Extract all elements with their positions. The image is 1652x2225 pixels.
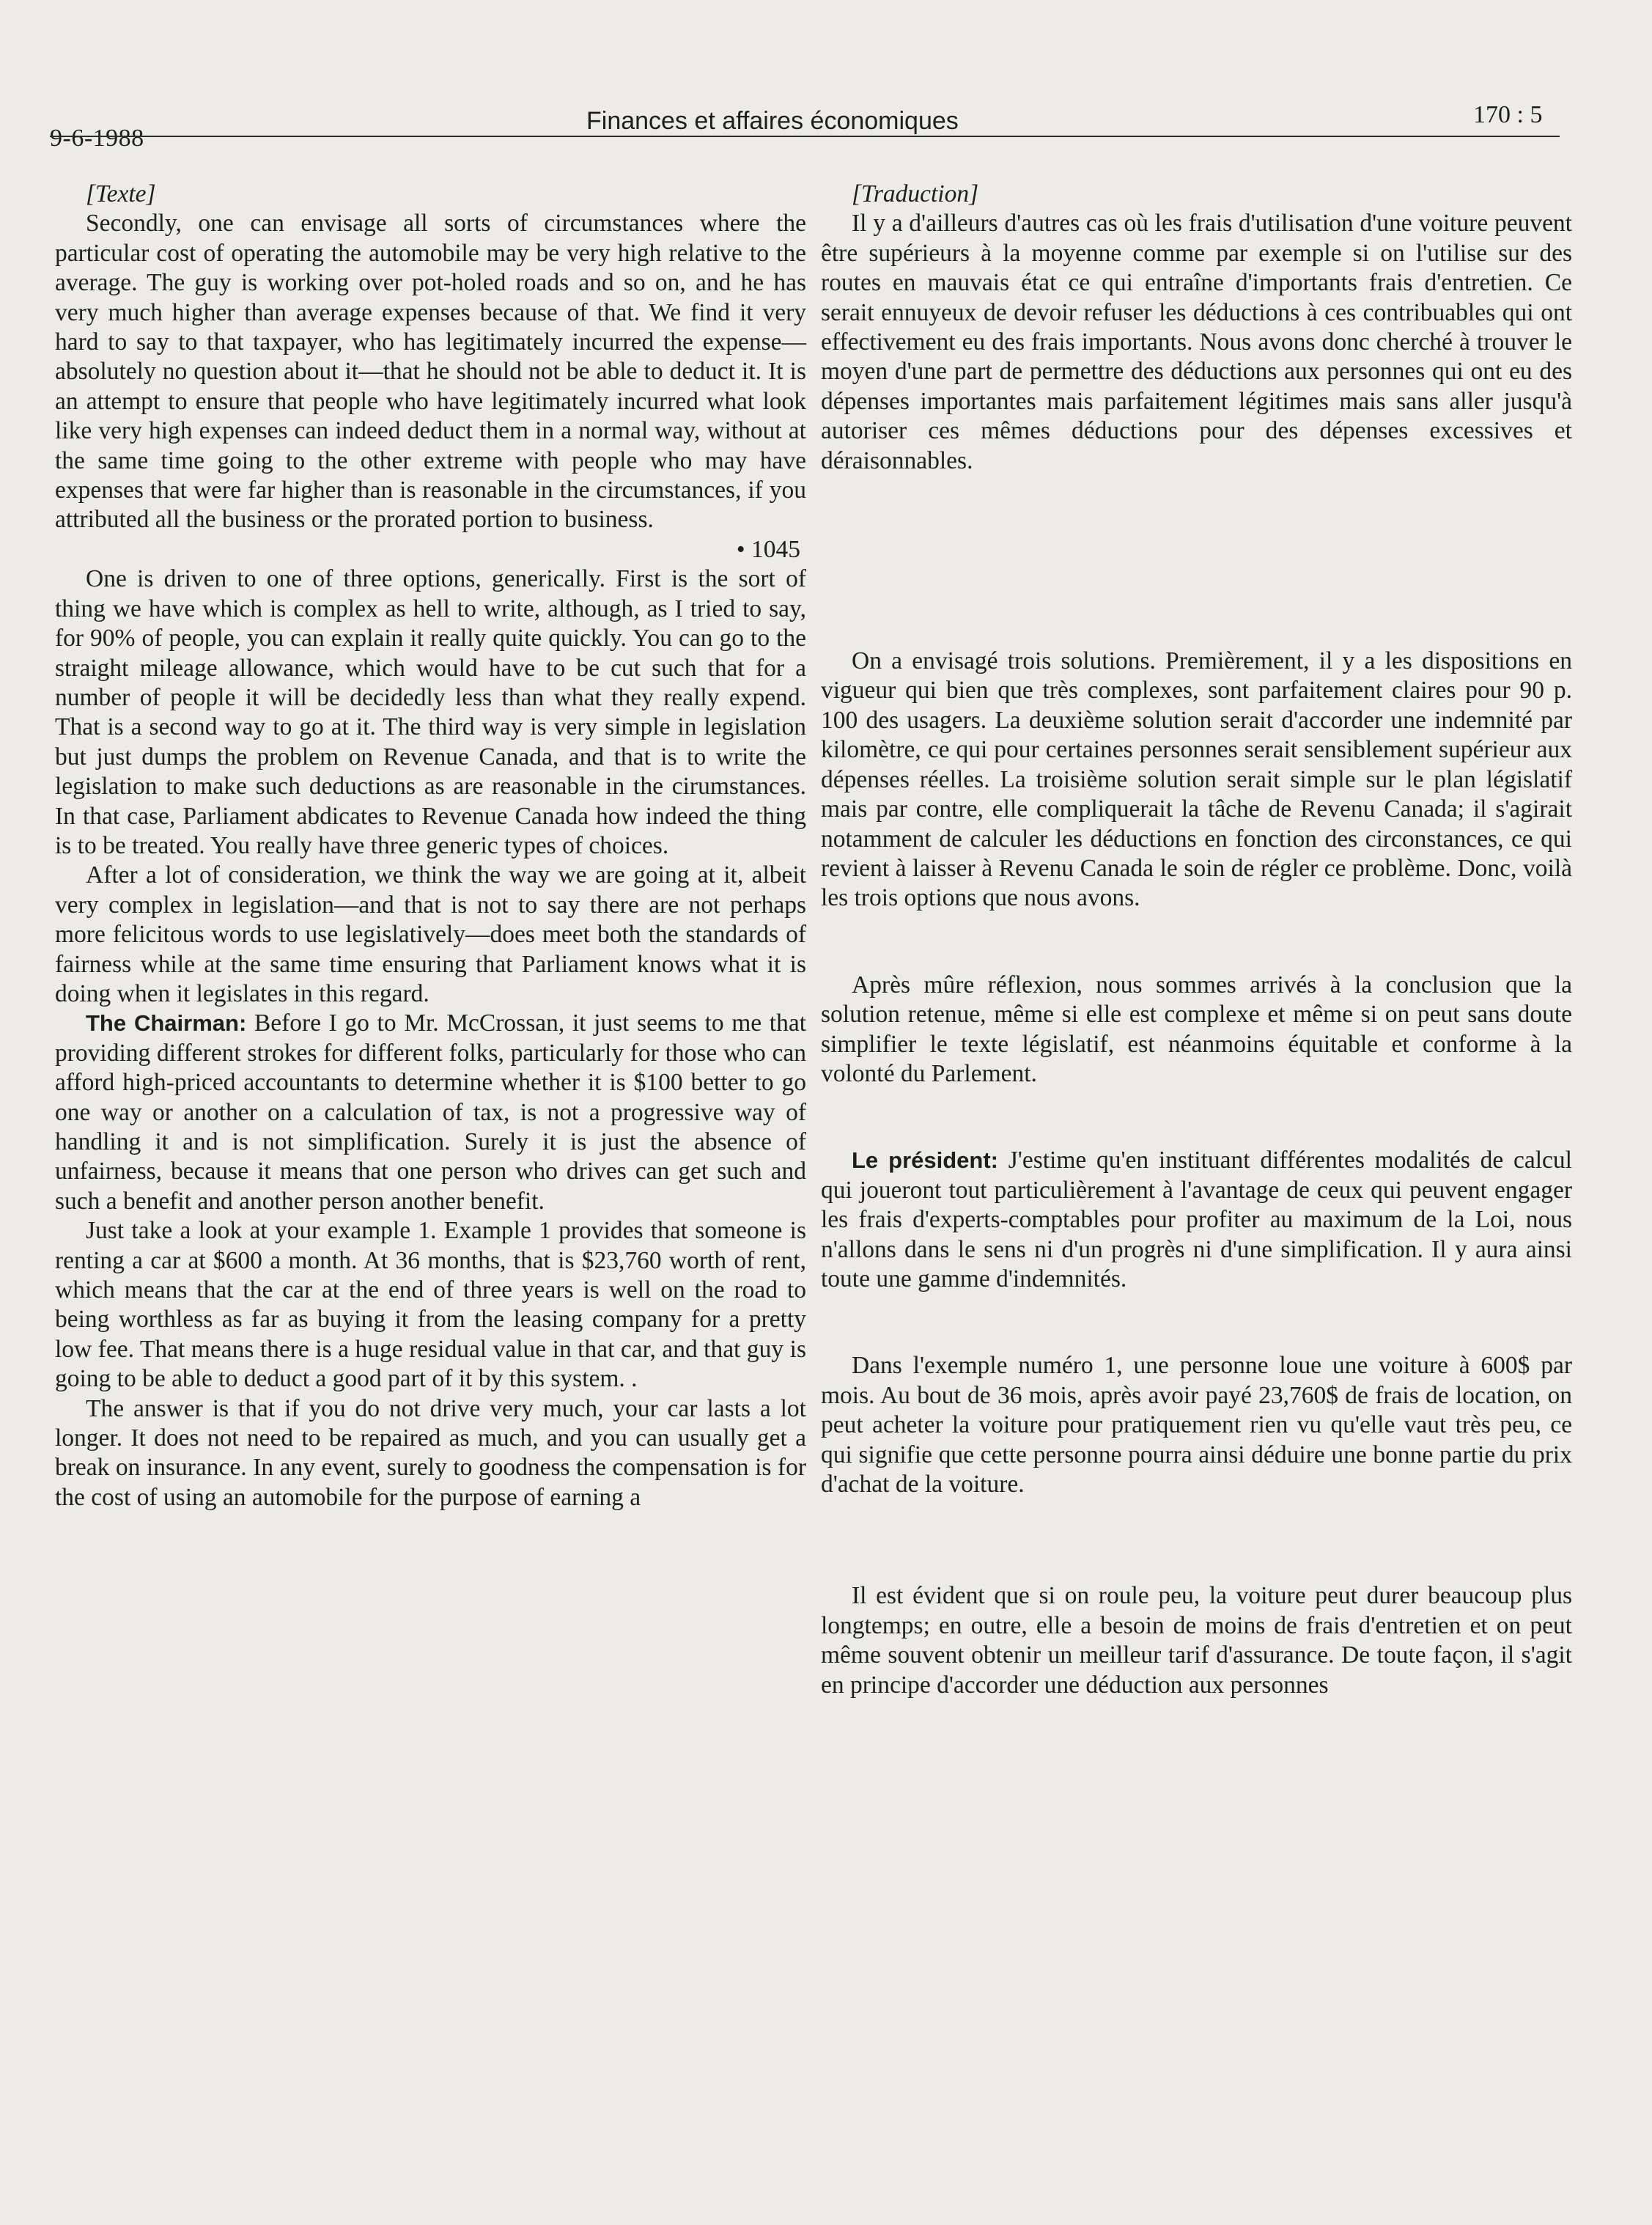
right-paragraph-4 bbox=[821, 1146, 1572, 1294]
left-paragraph-1: Secondly, one can envisage all sorts of circumstances where the particular cost of operating the automobile may be very high relative to the average. The guy is working over pot-holed roads and so on, and he has very much higher than average expenses because of that. We find it very hard to say to that taxpayer, who has legitimately incurred the expense—absolutely no question about it—that he should not be able to deduct it. It is an attempt to ensure that people who have legitimately incurred what look like very high expenses can indeed deduct them in a normal way, without at the same time going to the other extreme with people who may have expenses that were far higher than is reasonable in the circumstances, if you attributed all the business or the prorated portion to business. bbox=[55, 210, 806, 534]
right-paragraph-1: Il y a d'ailleurs d'autres cas où les frais d'utilisation d'une voiture peuvent être supérieurs à la moyenne comme par exemple si on l'utilise sur des routes en mauvais état ce qui entraîne d'importants frais d'entretien. Ce serait ennuyeux de devoir refuser les déductions à ces contribuables qui ont effectivement eu des frais importants. Nous avons donc cherché à trouver le moyen d'une part de permettre des déductions aux personnes qui ont eu des dépenses importantes mais parfaitement légitimes mais sans aller jusqu'à autoriser ces mêmes déductions pour des dépenses excessives et déraisonnables. bbox=[821, 210, 1572, 474]
speaker-president: Le président: bbox=[852, 1147, 999, 1174]
left-paragraph-6: The answer is that if you do not drive very much, your car lasts a lot longer. It does not need to be repaired as much, and you can usually get a break on insurance. In any event, surely to goodness the compensation is for the cost of using an automobile for the purpose of earning a bbox=[55, 1394, 806, 1511]
time-marker: • 1045 bbox=[736, 535, 800, 563]
right-paragraph-4-text: J'estime qu'en instituant différentes modalités de calcul qui joueront tout particulièrement à l'avantage de ceux qui peuvent engager les frais d'experts-comptables pour profiter au maximum de la Loi, nous n'allons dans le sens ni d'un progrès ni d'une simplification. Il y aura ainsi toute une gamme d'indemnités. bbox=[821, 1147, 1572, 1292]
left-column-english bbox=[55, 180, 806, 1512]
right-paragraph-5: Dans l'exemple numéro 1, une personne loue une voiture à 600$ par mois. Au bout de 36 mois, après avoir payé 23,760$ de frais de location, on peut acheter la voiture pour pratiquement rien vu qu'elle vaut très peu, ce qui signifie que cette personne pourra ainsi déduire une bonne partie du prix d'achat de la voiture. bbox=[821, 1352, 1572, 1498]
right-paragraph-3: Après mûre réflexion, nous sommes arrivés à la conclusion que la solution retenue, même si elle est complexe et même si on peut sans doute simplifier le texte législatif, est néanmoins équitable et conforme à la volonté du Parlement. bbox=[821, 971, 1572, 1087]
left-paragraph-3: After a lot of consideration, we think the way we are going at it, albeit very complex in legislation—and that is not to say there are not perhaps more felicitous words to use legislatively—does meet both the standards of fairness while at the same time ensuring that Parliament knows what it is doing when it legislates in this regard. bbox=[55, 861, 806, 1007]
left-paragraph-5: Just take a look at your example 1. Example 1 provides that someone is renting a car at $600 a month. At 36 months, that is $23,760 worth of rent, which means that the car at the end of three years is well on the road to being worthless as far as buying it from the leasing company for a pretty low fee. That means there is a huge residual value in that car, and that guy is going to be able to deduct a good part of it by this system. . bbox=[55, 1217, 806, 1393]
right-column-french bbox=[821, 180, 1572, 1700]
section-label-traduction: [Traduction] bbox=[852, 180, 979, 207]
left-paragraph-4 bbox=[55, 1009, 806, 1216]
header-title: Finances et affaires économiques bbox=[586, 107, 959, 135]
right-paragraph-6: Il est évident que si on roule peu, la voiture peut durer beaucoup plus longtemps; en outre, elle a besoin de moins de frais d'entretien et on peut même souvent obtenir un meilleur tarif d'assurance. De toute façon, il s'agit en principe d'accorder une déduction aux personnes bbox=[821, 1582, 1572, 1699]
header-page-number: 170 : 5 bbox=[1473, 101, 1543, 128]
section-label-texte: [Texte] bbox=[86, 180, 156, 207]
right-paragraph-2: On a envisagé trois solutions. Premièrement, il y a les dispositions en vigueur qui bien que très complexes, sont parfaitement claires pour 90 p. 100 des usagers. La deuxième solution serait d'accorder une indemnité par kilomètre, ce qui pour certaines personnes serait sensiblement supérieur aux dépenses réelles. La troisième solution serait simple sur le plan législatif mais par contre, elle compliquerait la tâche de Revenu Canada; il s'agirait notamment de calculer les déductions en fonction des circonstances, ce qui revient à laisser à Revenu Canada le soin de régler ce problème. Donc, voilà les trois options que nous avons. bbox=[821, 647, 1572, 912]
left-paragraph-2: One is driven to one of three options, generically. First is the sort of thing we have which is complex as hell to write, although, as I tried to say, for 90% of people, you can explain it really quite quickly. You can go to the straight mileage allowance, which would have to be cut such that for a number of people it will be decidedly less than what they really expend. That is a second way to go at it. The third way is very simple in legislation but just dumps the problem on Revenue Canada, and that is to write the legislation to make such deductions as are reasonable in the cirumstances. In that case, Parliament abdicates to Revenue Canada how indeed the thing is to be treated. You really have three generic types of choices. bbox=[55, 565, 806, 859]
header-rule bbox=[50, 136, 1560, 137]
header-date: 9-6-1988 bbox=[50, 125, 144, 152]
left-paragraph-4-text: Before I go to Mr. McCrossan, it just seems to me that providing different strokes for different folks, particularly for those who can afford high-priced accountants to determine whether it is $100 better to go one way or another on a calculation of tax, is not a progressive way of handling it and is not simplification. Surely it is just the absence of unfairness, because it means that one person who drives can get such and such a benefit and another person another benefit. bbox=[55, 1009, 807, 1215]
speaker-chairman: The Chairman: bbox=[86, 1010, 247, 1037]
